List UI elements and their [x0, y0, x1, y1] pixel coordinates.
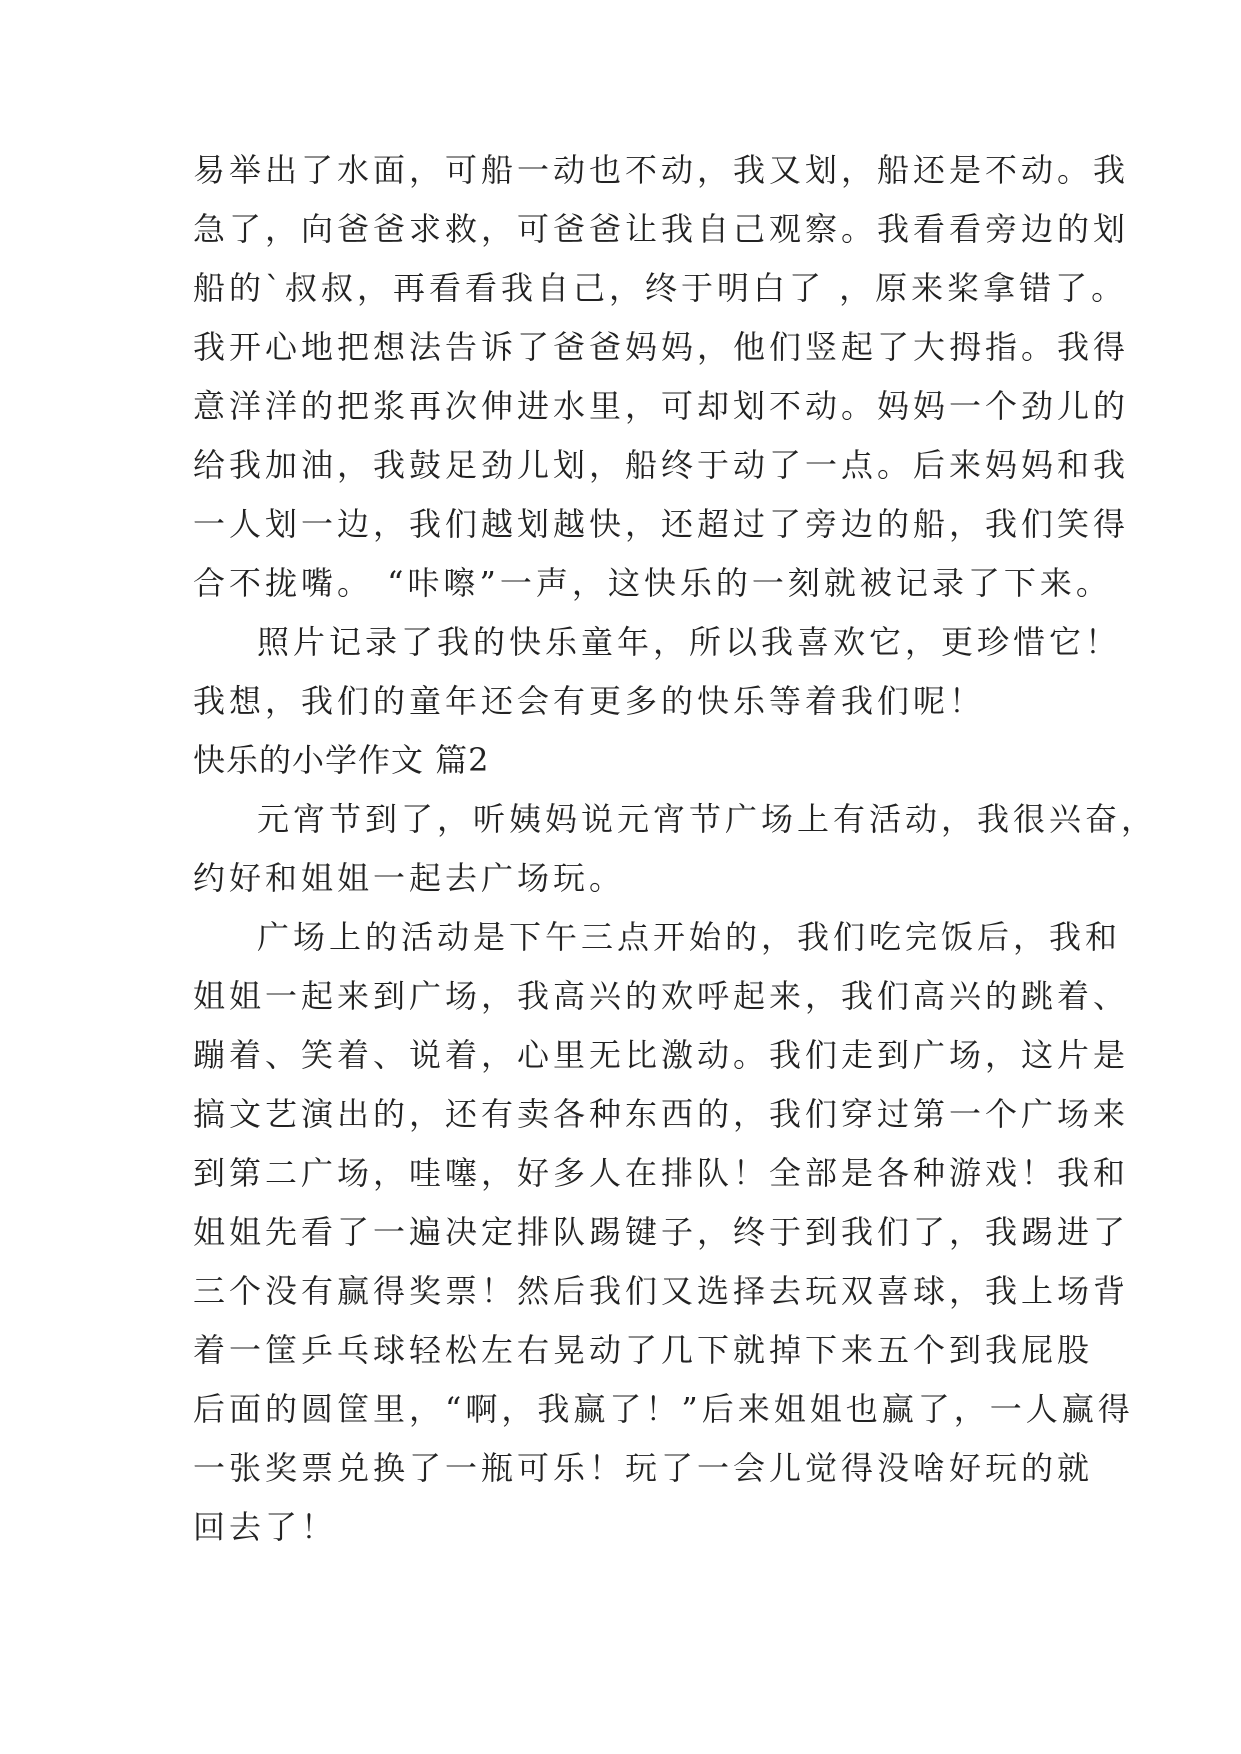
paragraph-first-line: 元宵节到了，听姨妈说元宵节广场上有活动，我很兴奋， — [257, 800, 1158, 838]
text-line: 搞文艺演出的，还有卖各种东西的，我们穿过第一个广场来 — [193, 1095, 1130, 1133]
text-line: 一张奖票兑换了一瓶可乐！玩了一会儿觉得没啥好玩的就 — [193, 1449, 1094, 1487]
text-line: 三个没有赢得奖票！然后我们又选择去玩双喜球，我上场背 — [193, 1272, 1130, 1310]
text-line: 蹦着、笑着、说着，心里无比激动。我们走到广场，这片是 — [193, 1036, 1130, 1074]
text-line: 一人划一边，我们越划越快，还超过了旁边的船，我们笑得 — [193, 505, 1130, 543]
text-line: 回去了！ — [193, 1508, 338, 1546]
paragraph-first-line: 广场上的活动是下午三点开始的，我们吃完饭后，我和 — [257, 918, 1122, 956]
text-line: 易举出了水面，可船一动也不动，我又划，船还是不动。我 — [193, 151, 1130, 189]
text-line: 约好和姐姐一起去广场玩。 — [193, 859, 626, 897]
text-line: 后面的圆筐里，“啊，我赢了！”后来姐姐也赢了，一人赢得 — [193, 1390, 1134, 1428]
text-line: 我开心地把想法告诉了爸爸妈妈，他们竖起了大拇指。我得 — [193, 328, 1130, 366]
text-line: 急了，向爸爸求救，可爸爸让我自己观察。我看看旁边的划 — [193, 210, 1130, 248]
text-line: 姐姐一起来到广场，我高兴的欢呼起来，我们高兴的跳着、 — [193, 977, 1130, 1015]
paragraph-first-line: 照片记录了我的快乐童年，所以我喜欢它，更珍惜它！ — [257, 623, 1122, 661]
text-line: 姐姐先看了一遍决定排队踢键子，终于到我们了，我踢进了 — [193, 1213, 1130, 1251]
text-line: 着一筐乒乓球轻松左右晃动了几下就掉下来五个到我屁股 — [193, 1331, 1094, 1369]
text-line: 合不拢嘴。 “咔嚓”一声，这快乐的一刻就被记录了下来。 — [193, 564, 1112, 602]
text-line: 到第二广场，哇噻，好多人在排队！全部是各种游戏！我和 — [193, 1154, 1130, 1192]
text-line: 意洋洋的把浆再次伸进水里，可却划不动。妈妈一个劲儿的 — [193, 387, 1130, 425]
text-line: 给我加油，我鼓足劲儿划，船终于动了一点。后来妈妈和我 — [193, 446, 1130, 484]
section-heading: 快乐的小学作文 篇2 — [193, 741, 490, 779]
text-line: 我想，我们的童年还会有更多的快乐等着我们呢！ — [193, 682, 986, 720]
text-line: 船的`叔叔，再看看我自己，终于明白了 ，原来桨拿错了。 — [193, 269, 1128, 307]
